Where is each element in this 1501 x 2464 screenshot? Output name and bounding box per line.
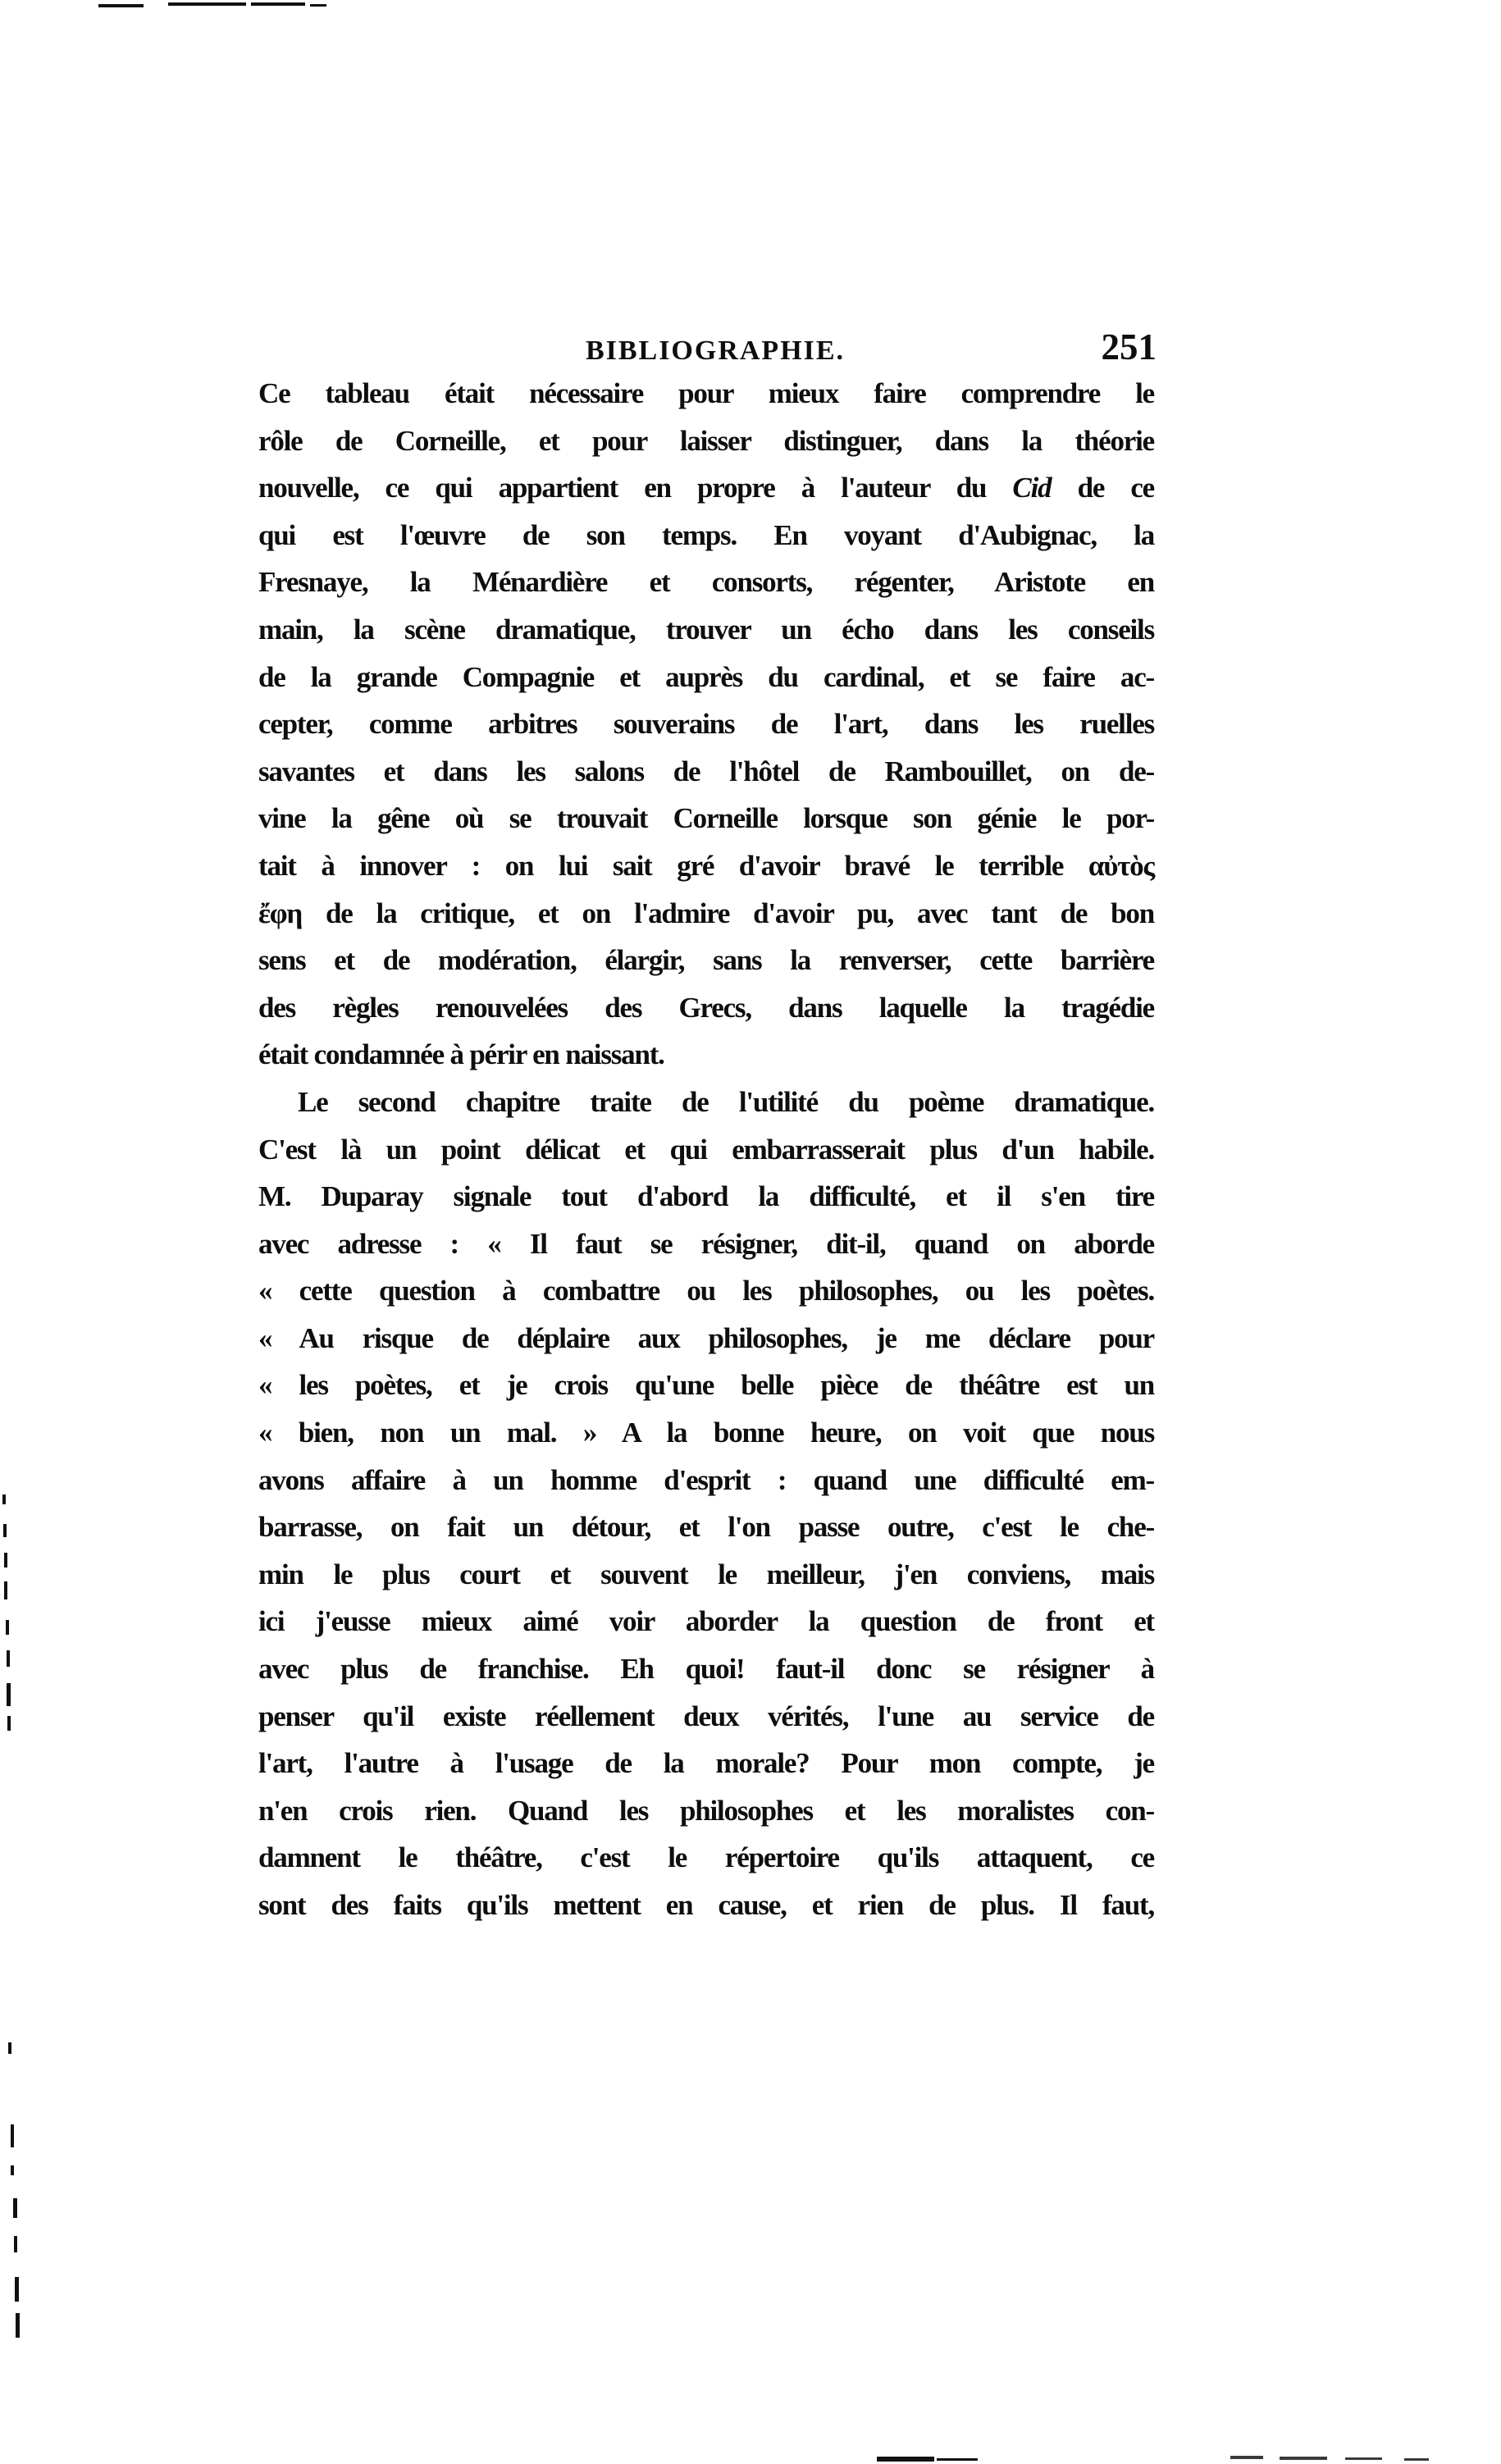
- scan-artifact-left: [13, 2198, 17, 2218]
- text-line: min le plus court et souvent le meilleur, j'en conviens, mais: [258, 1558, 1154, 1590]
- text-line: « les poètes, et je crois qu'une belle pièce de théâtre est un: [258, 1369, 1154, 1402]
- text-line: savantes et dans les salons de l'hôtel de Rambouillet, on de-: [258, 755, 1154, 787]
- scan-artifact-top: [251, 2, 305, 6]
- text-line: qui est l'œuvre de son temps. En voyant d'Aubignac, la: [258, 518, 1154, 551]
- scan-artifact-left: [11, 2124, 14, 2147]
- text-line: rôle de Corneille, et pour laisser distinguer, dans la théorie: [258, 424, 1154, 457]
- text-line: « Au risque de déplaire aux philosophes, je me déclare pour: [258, 1321, 1154, 1354]
- scan-artifact-left: [15, 2277, 19, 2302]
- scan-artifact-left: [7, 1683, 11, 1706]
- scan-artifact-top: [168, 2, 246, 6]
- text-line: des règles renouvelées des Grecs, dans laquelle la tragédie: [258, 991, 1154, 1024]
- scan-artifact-left: [4, 1581, 7, 1599]
- text-line: Fresnaye, la Ménardière et consorts, régenter, Aristote en: [258, 566, 1154, 599]
- text-line: tait à innover : on lui sait gré d'avoir bravé le terrible αὐτὸς: [258, 849, 1154, 882]
- scan-artifact-left: [8, 2042, 11, 2054]
- text-line: sont des faits qu'ils mettent en cause, et rien de plus. Il faut,: [258, 1889, 1154, 1921]
- text-line: nouvelle, ce qui appartient en propre à l'auteur du Cid de ce: [258, 472, 1154, 504]
- text-line: n'en crois rien. Quand les philosophes et les moralistes con-: [258, 1794, 1154, 1827]
- scan-artifact-bottom: [877, 2457, 934, 2462]
- scan-artifact-left: [16, 2313, 20, 2338]
- scan-artifact-left: [4, 1553, 7, 1567]
- scan-artifact-top: [310, 4, 326, 7]
- scan-artifact-left: [14, 2236, 17, 2252]
- scan-artifact-left: [11, 2165, 14, 2175]
- text-line: « cette question à combattre ou les philosophes, ou les poètes.: [258, 1275, 1154, 1307]
- text-line: damnent le théâtre, c'est le répertoire qu'ils attaquent, ce: [258, 1841, 1154, 1874]
- scan-artifact-left: [2, 1494, 6, 1504]
- scan-artifact-left: [6, 1620, 9, 1635]
- italic-title-cid: Cid: [1012, 472, 1052, 504]
- text-line: sens et de modération, élargir, sans la renverser, cette barrière: [258, 944, 1154, 977]
- text-line: de la grande Compagnie et auprès du cardinal, et se faire ac-: [258, 660, 1154, 693]
- text-line: l'art, l'autre à l'usage de la morale? Pour mon compte, je: [258, 1747, 1154, 1780]
- page-number: 251: [1101, 326, 1157, 367]
- text-line: avons affaire à un homme d'esprit : quand une difficulté em-: [258, 1463, 1154, 1496]
- text-line: penser qu'il existe réellement deux vérités, l'une au service de: [258, 1700, 1154, 1732]
- text-line: ἔφη de la critique, et on l'admire d'avoir pu, avec tant de bon: [258, 897, 1154, 929]
- scan-artifact-left: [7, 1716, 11, 1731]
- text-line-paragraph-start: Le second chapitre traite de l'utilité du poème dramatique.: [298, 1085, 1154, 1118]
- text-line: avec adresse : « Il faut se résigner, dit-il, quand on aborde: [258, 1227, 1154, 1260]
- text-line: « bien, non un mal. » A la bonne heure, on voit que nous: [258, 1417, 1154, 1449]
- text-line: vine la gêne où se trouvait Corneille lorsque son génie le por-: [258, 802, 1154, 835]
- scan-artifact-left: [3, 1524, 7, 1537]
- text-line-paragraph-end: était condamnée à périr en naissant.: [258, 1038, 664, 1071]
- text-line: avec plus de franchise. Eh quoi! faut-il donc se résigner à: [258, 1653, 1154, 1686]
- scan-artifact-bottom: [1404, 2458, 1429, 2461]
- scan-artifact-bottom: [1280, 2457, 1327, 2460]
- scan-artifact-left: [7, 1650, 10, 1667]
- running-header-title: BIBLIOGRAPHIE.: [585, 335, 846, 366]
- text-line: ici j'eusse mieux aimé voir aborder la question de front et: [258, 1605, 1154, 1638]
- text-line: main, la scène dramatique, trouver un écho dans les conseils: [258, 613, 1154, 646]
- scan-artifact-bottom: [1345, 2457, 1382, 2460]
- scan-artifact-bottom: [937, 2458, 978, 2461]
- scan-artifact-bottom: [1230, 2456, 1263, 2459]
- text-line: M. Duparay signale tout d'abord la difficulté, et il s'en tire: [258, 1180, 1154, 1213]
- scan-artifact-top: [98, 4, 144, 7]
- body-text: [258, 370, 1154, 1929]
- text-line: barrasse, on fait un détour, et l'on passe outre, c'est le che-: [258, 1511, 1154, 1544]
- text-line: cepter, comme arbitres souverains de l'art, dans les ruelles: [258, 708, 1154, 741]
- text-line: Ce tableau était nécessaire pour mieux faire comprendre le: [258, 377, 1154, 409]
- text-line: C'est là un point délicat et qui embarrasserait plus d'un habile.: [258, 1133, 1154, 1166]
